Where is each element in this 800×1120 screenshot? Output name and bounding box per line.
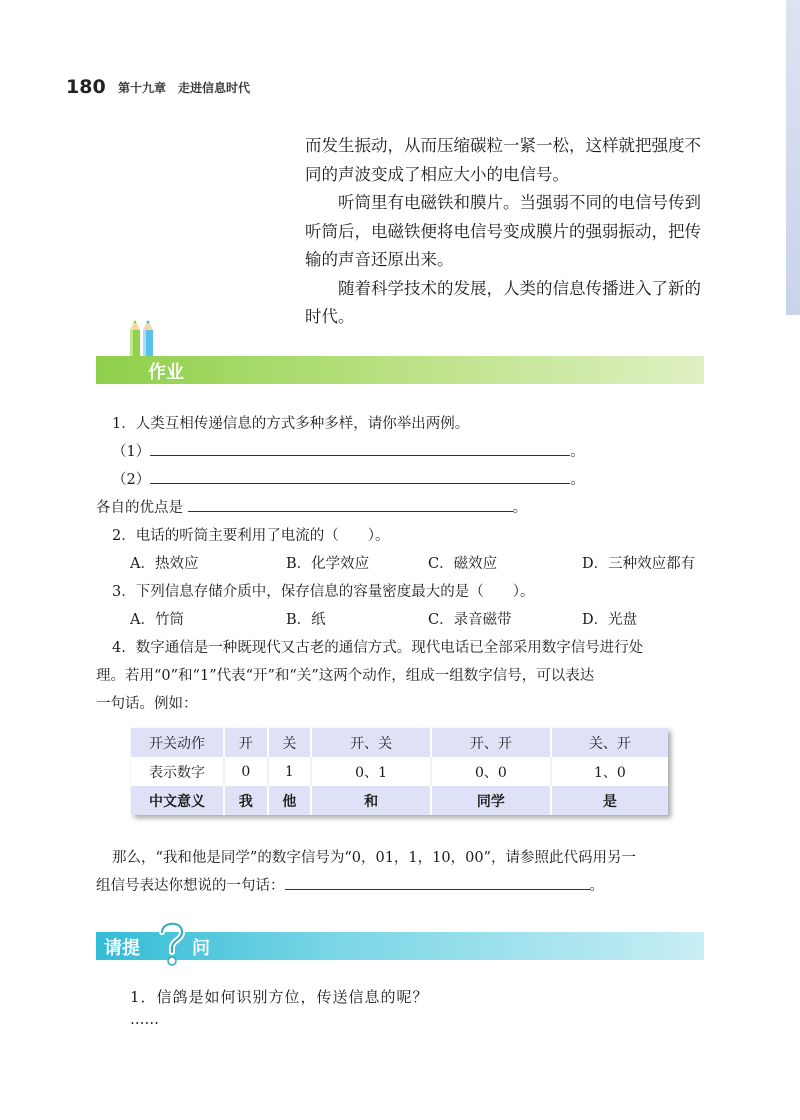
table-cell: 同学 [431, 786, 551, 815]
q1-blank-3-line [96, 496, 696, 517]
q3-option-b: B．纸 [286, 612, 326, 628]
q2-option-d: D．三种效应都有 [582, 556, 696, 572]
q1-blank-3-label: 各自的优点是 [96, 500, 183, 516]
q1-blank-2-line [112, 468, 712, 489]
ask-more: …… [130, 1012, 159, 1028]
table-cell: 0 [224, 757, 268, 786]
body-paragraph: 听筒里有电磁铁和膜片。当强弱不同的电信号传到听筒后，电磁铁便将电信号变成膜片的强弱振动，把传输的声音还原出来。 [305, 193, 701, 269]
table-cell: 他 [268, 786, 312, 815]
table-cell: 表示数字 [131, 757, 224, 786]
chapter-title: 第十九章 走进信息时代 [118, 81, 251, 95]
end-mark: 。 [570, 472, 585, 488]
page-edge-strip [786, 0, 800, 315]
ask-title-part-1: 请提 [104, 938, 140, 959]
question-4-follow-1: 那么，“我和他是同学”的数字信号为“0，01，1，10，00”，请参照此代码用另一 [112, 850, 636, 866]
answer-blank[interactable] [188, 497, 513, 512]
ask-title-part-2: 问 [192, 938, 210, 959]
table-cell: 和 [311, 786, 431, 815]
q2-option-b: B．化学效应 [286, 556, 370, 572]
q2-option-a: A．热效应 [130, 556, 199, 572]
end-mark: 。 [570, 444, 585, 460]
q2-option-c: C．磁效应 [428, 556, 498, 572]
table-cell: 0、0 [431, 757, 551, 786]
question-4-line-2: 理。若用“0”和“1”代表“开”和“关”这两个动作，组成一组数字信号，可以表达 [96, 668, 595, 684]
question-3: 3．下列信息存储介质中，保存信息的容量密度最大的是（ ）。 [112, 584, 535, 600]
table-cell: 开、开 [431, 728, 551, 757]
table-cell: 开 [224, 728, 268, 757]
q3-option-a: A．竹筒 [130, 612, 184, 628]
body-text [305, 132, 705, 332]
signal-code-table [131, 728, 668, 815]
table-row [131, 757, 668, 786]
table-cell: 0、1 [311, 757, 431, 786]
table-cell: 1、0 [551, 757, 668, 786]
page-number: 180 [66, 76, 106, 98]
answer-blank[interactable] [150, 469, 570, 484]
table-cell: 1 [268, 757, 312, 786]
end-mark: 。 [512, 500, 528, 516]
question-4-line-3: 一句话。例如： [96, 696, 198, 712]
question-4-follow-2: 组信号表达你想说的一句话： [96, 878, 285, 894]
q2-options [112, 552, 712, 572]
question-mark-icon [154, 918, 188, 968]
q3-option-d: D．光盘 [582, 612, 638, 628]
table-cell: 是 [551, 786, 668, 815]
answer-blank[interactable] [285, 875, 590, 890]
table-row [131, 728, 668, 757]
q3-option-c: C．录音磁带 [428, 612, 512, 628]
table-cell: 关、开 [551, 728, 668, 757]
homework-section-bar [96, 356, 704, 384]
end-mark: 。 [589, 878, 604, 894]
table-cell: 开关动作 [131, 728, 224, 757]
q1-blank-1-label: （1） [112, 444, 151, 460]
homework-title: 作业 [148, 362, 184, 383]
body-paragraph: 而发生振动，从而压缩碳粒一紧一松，这样就把强度不同的声波变成了相应大小的电信号。 [305, 136, 701, 184]
q1-blank-1-line [112, 440, 712, 461]
body-paragraph: 随着科学技术的发展，人类的信息传播进入了新的时代。 [305, 278, 701, 326]
q3-options [112, 608, 712, 628]
table-cell: 我 [224, 786, 268, 815]
table-row [131, 786, 668, 815]
answer-blank[interactable] [150, 441, 570, 456]
question-2: 2．电话的听筒主要利用了电流的（ ）。 [112, 528, 390, 544]
ask-question-1: 1．信鸽是如何识别方位，传送信息的呢？ [130, 988, 429, 1006]
question-4-follow-2-line [96, 874, 696, 895]
table-cell: 开、关 [311, 728, 431, 757]
question-4-line-1: 4．数字通信是一种既现代又古老的通信方式。现代电话已全部采用数字信号进行处 [112, 640, 644, 656]
question-1: 1．人类互相传递信息的方式多种多样，请你举出两例。 [112, 416, 470, 432]
table-cell: 中文意义 [131, 786, 224, 815]
q1-blank-2-label: （2） [112, 472, 151, 488]
table-cell: 关 [268, 728, 312, 757]
